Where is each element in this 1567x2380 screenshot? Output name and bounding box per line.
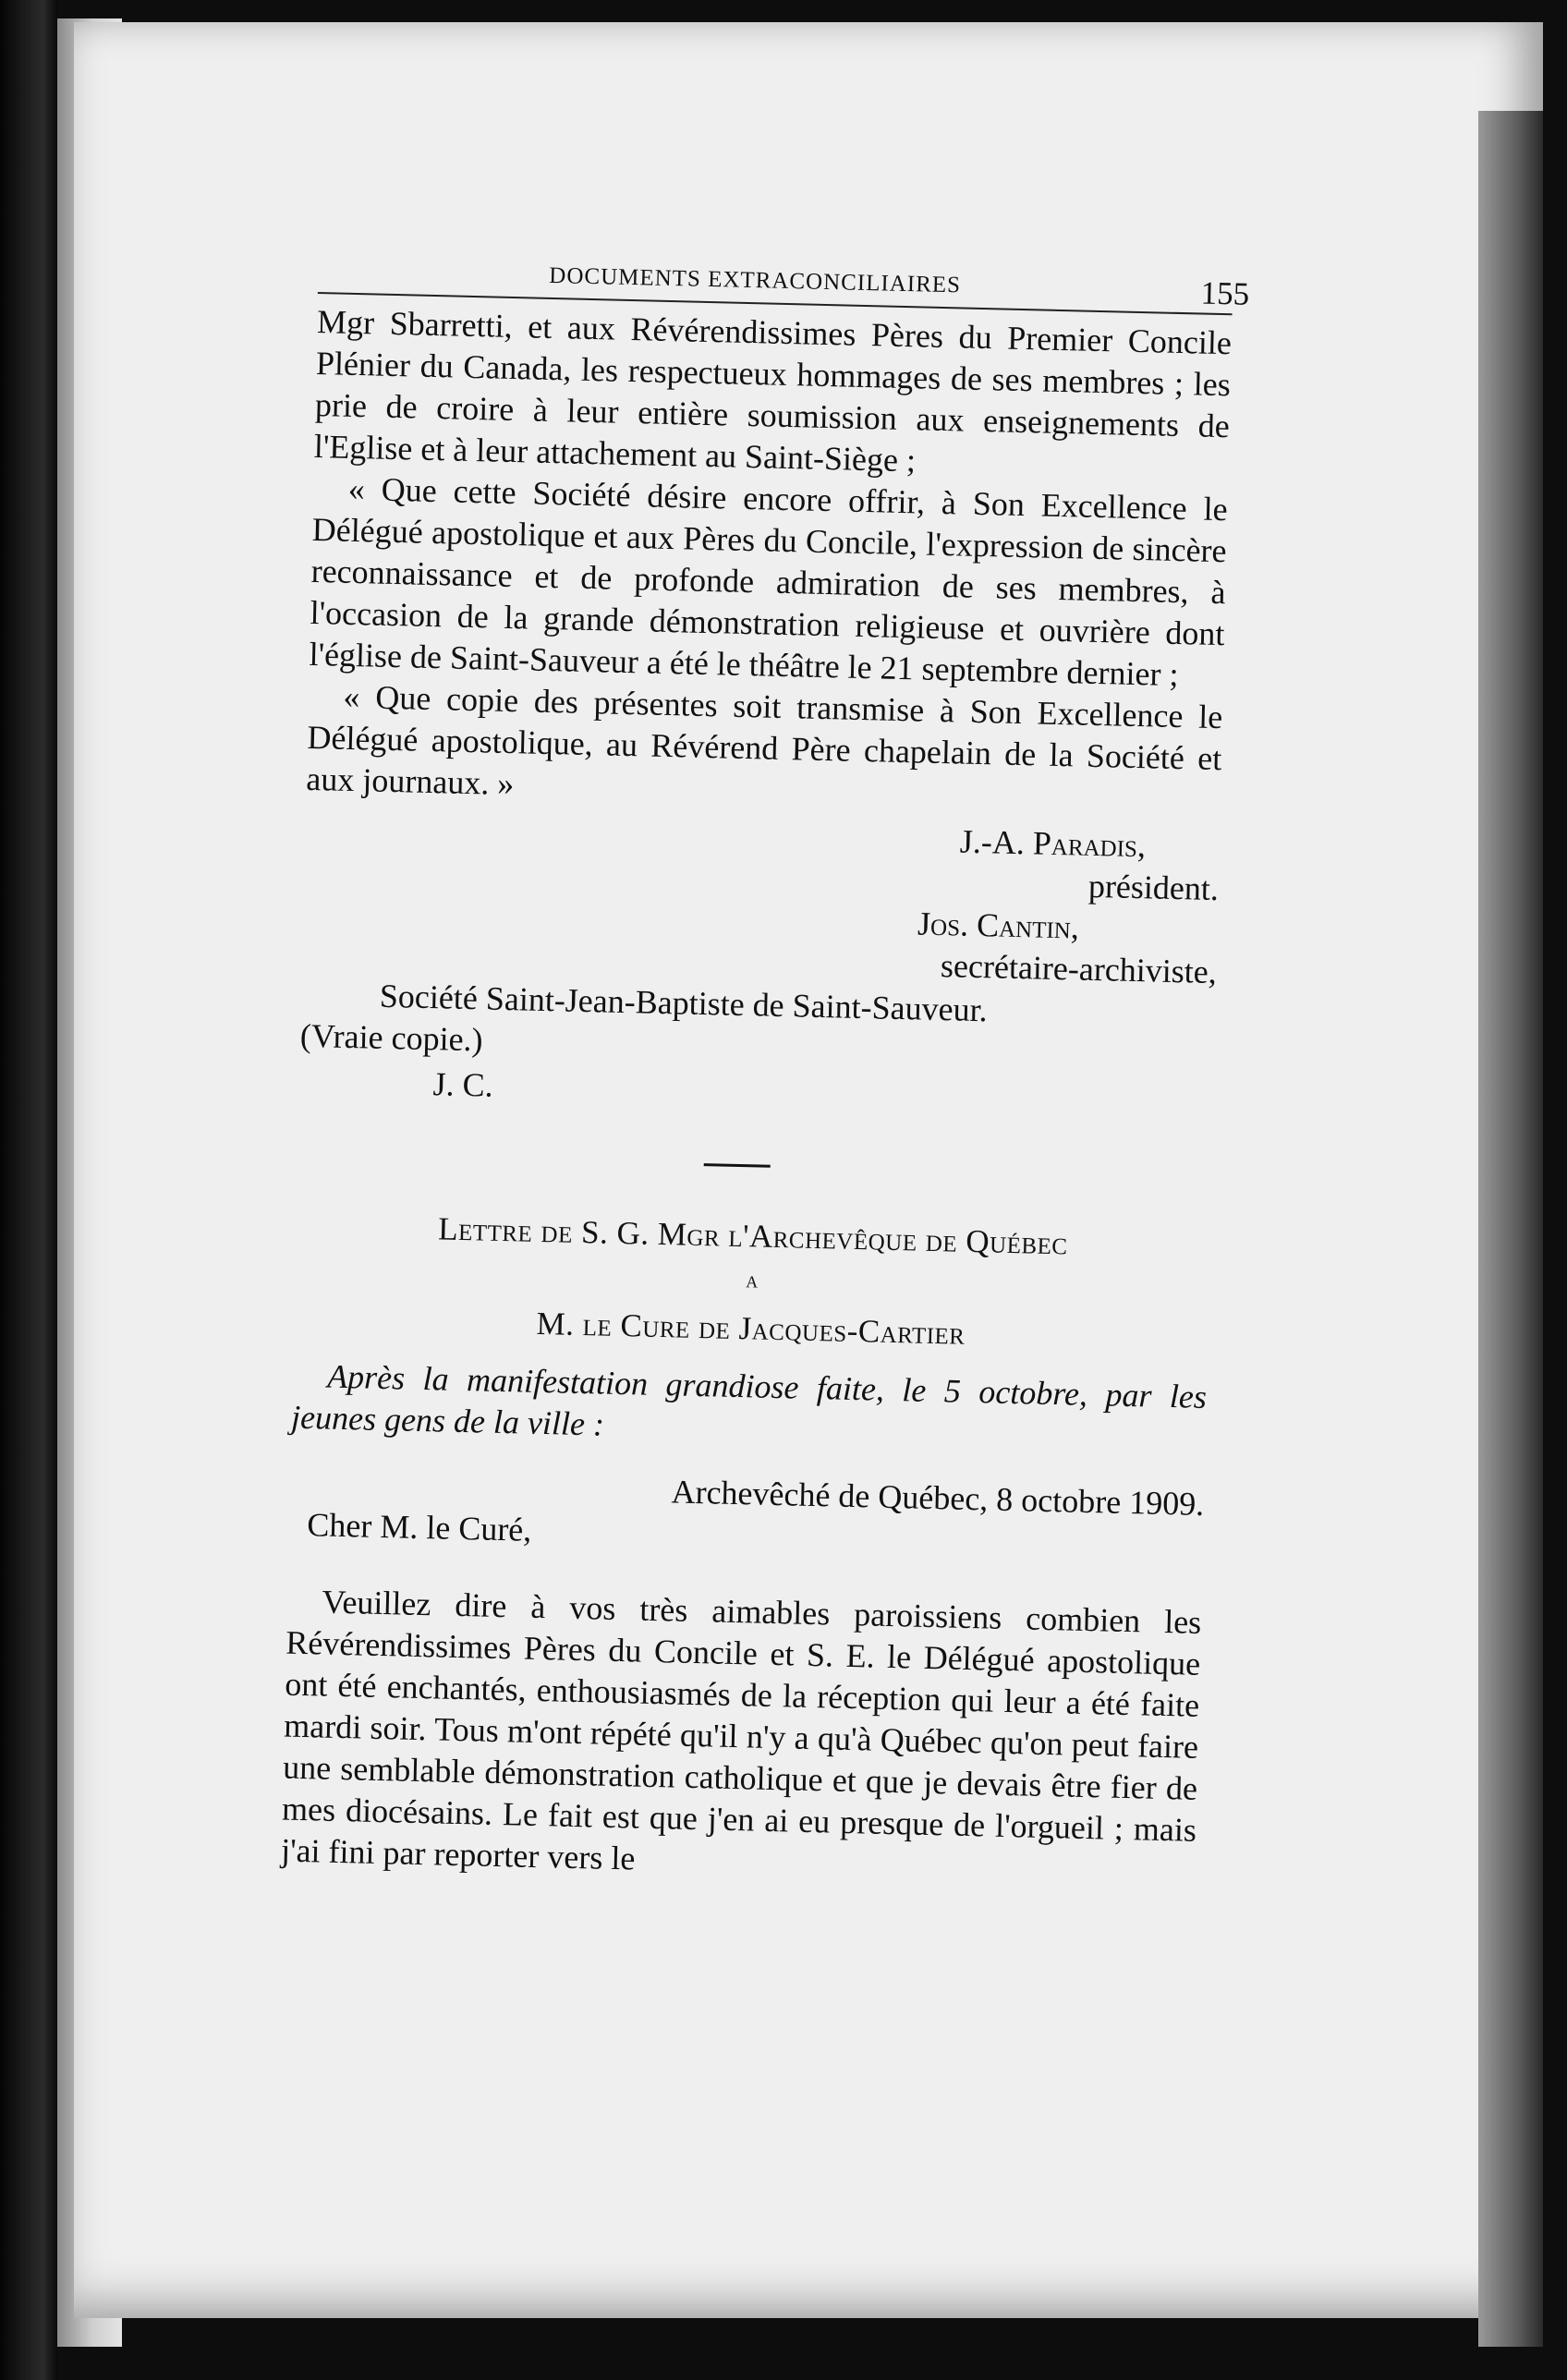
letter-recipient: M. le Cure de Jacques-Cartier	[536, 1305, 966, 1352]
signature-name: J.-A. Paradis,	[959, 822, 1147, 865]
copy-initials: J. C.	[432, 1065, 494, 1104]
letter-salutation: Cher M. le Curé,	[306, 1506, 532, 1548]
book-spine-shadow	[0, 0, 57, 2380]
running-head: DOCUMENTS EXTRACONCILIAIRES	[549, 262, 962, 298]
paragraph-resolution-thanks: « Que cette Société désire encore offrir, à Son Excellence le Délégué apostolique et aux Pères du Concile, l'expression de sincère reconnaissance et de profonde admiration de ses membres, à l'occasion de la grande démonstration religieuse et ouvrière dont l'église de Saint-Sauveur a été le théâtre le 21 septembre dernier ;	[309, 469, 1229, 694]
true-copy-note: (Vraie copie.)	[299, 1016, 484, 1059]
letter-title-connector: a	[745, 1266, 759, 1293]
society-name: Société Saint-Jean-Baptiste de Saint-Sauveur.	[379, 977, 989, 1029]
letter-body: Veuillez dire à vos très aimables paroissiens combien les Révérendissimes Pères du Concile et S. E. le Délégué apostolique ont été enchantés, enthousiasmés de la réception qui leur a été faite mardi soir. Tous m'ont répété qu'il n'y a qu'à Québec qu'on peut faire une semblable démonstration catholique et que je devais être fier de mes diocésains. Le fait est que j'en ai eu presque de l'orgueil ; mais j'ai fini par reporter vers le	[280, 1583, 1202, 1877]
paragraph-resolution-copy: « Que copie des présentes soit transmise à Son Excellence le Délégué apostolique, au Révérend Père chapelain de la Société et aux journaux. »	[305, 677, 1223, 803]
page-edge-shadow	[1478, 111, 1543, 2347]
signature-name: Jos. Cantin,	[917, 905, 1080, 946]
signature-title: secrétaire-archiviste,	[940, 947, 1218, 991]
letter-dateline: Archevêché de Québec, 8 octobre 1909.	[671, 1473, 1205, 1523]
letter-intro: Après la manifestation grandiose faite, le 5 octobre, par les jeunes gens de la ville :	[290, 1357, 1208, 1443]
page-content	[280, 248, 1250, 1893]
section-divider	[704, 1163, 771, 1168]
paragraph-continuation: Mgr Sbarretti, et aux Révérendissimes Pères du Premier Concile Plénier du Canada, les respectueux hommages de ses membres ; les prie de croire à leur entière soumission aux enseignements de l'Eglise et à leur attachement au Saint-Siège ;	[313, 302, 1233, 480]
letter-title: Lettre de S. G. Mgr l'Archevêque de Québec	[437, 1210, 1069, 1262]
page-number: 155	[1200, 274, 1250, 312]
signature-title: président.	[1087, 867, 1220, 908]
